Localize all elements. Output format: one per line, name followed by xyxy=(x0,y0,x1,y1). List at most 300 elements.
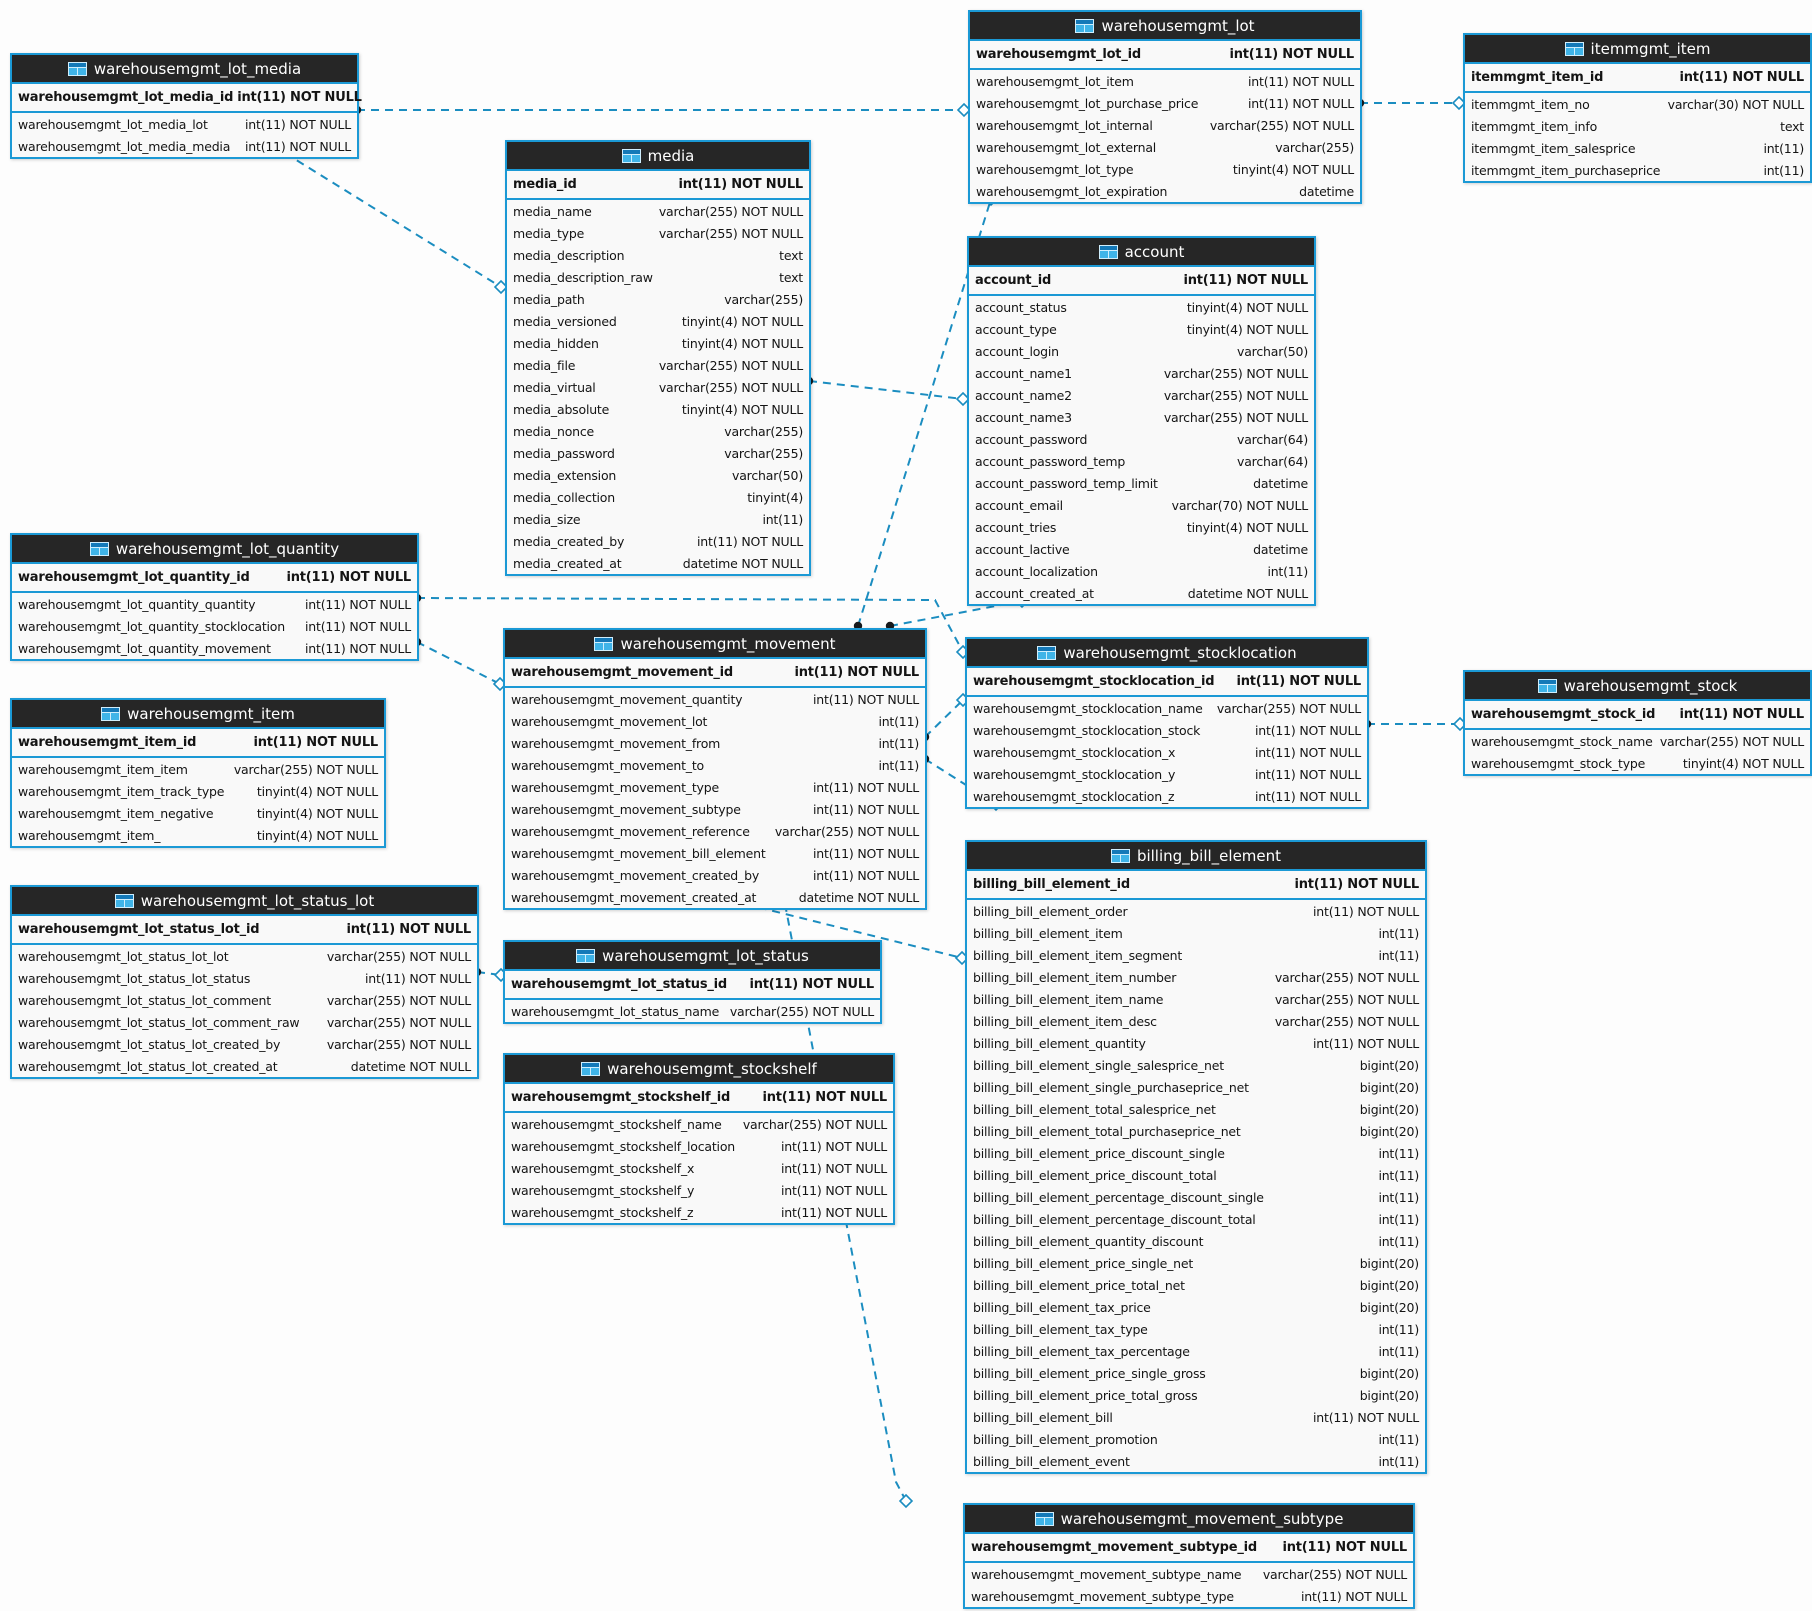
table-header[interactable] xyxy=(505,630,925,659)
column-type: tinyint(4) NOT NULL xyxy=(1186,299,1308,315)
column-row[interactable] xyxy=(965,1563,1413,1585)
column-type: int(11) NOT NULL xyxy=(1229,47,1354,62)
column-type: varchar(64) xyxy=(1237,431,1308,447)
column-name: warehousemgmt_movement_created_at xyxy=(511,889,757,905)
column-name: warehousemgmt_lot_status_id xyxy=(511,977,728,992)
column-row[interactable] xyxy=(12,113,357,135)
column-type: varchar(255) NOT NULL xyxy=(1216,700,1361,716)
column-row[interactable] xyxy=(12,1055,477,1077)
table-itemmgmt_item[interactable] xyxy=(1463,33,1812,183)
column-row[interactable] xyxy=(507,310,809,332)
column-type: int(11) NOT NULL xyxy=(245,138,351,154)
column-type: int(11) xyxy=(1378,1189,1419,1205)
column-name: warehousemgmt_lot_status_lot_created_by xyxy=(18,1036,281,1052)
column-row[interactable] xyxy=(969,296,1314,318)
column-name: billing_bill_element_percentage_discount_total xyxy=(973,1211,1256,1227)
column-row[interactable] xyxy=(505,1201,893,1223)
table-header[interactable] xyxy=(1465,35,1810,64)
column-type: int(11) NOT NULL xyxy=(1313,1035,1419,1051)
column-type: varchar(255) NOT NULL xyxy=(1163,409,1308,425)
column-type: int(11) xyxy=(1378,1343,1419,1359)
table-header[interactable] xyxy=(967,639,1367,668)
column-row-pk[interactable] xyxy=(505,659,925,688)
column-row-pk[interactable] xyxy=(507,171,809,200)
column-row[interactable] xyxy=(505,1113,893,1135)
column-name: warehousemgmt_lot_status_lot_status xyxy=(18,970,251,986)
column-type: tinyint(4) NOT NULL xyxy=(256,827,378,843)
table-grid-icon xyxy=(115,894,134,908)
column-name: warehousemgmt_movement_subtype_name xyxy=(971,1566,1242,1582)
column-row[interactable] xyxy=(12,1033,477,1055)
column-row[interactable] xyxy=(969,406,1314,428)
table-warehousemgmt_lot[interactable] xyxy=(968,10,1362,204)
column-name: billing_bill_element_item_desc xyxy=(973,1013,1157,1029)
column-name: media_extension xyxy=(513,467,617,483)
table-warehousemgmt_movement_subtype[interactable] xyxy=(963,1503,1415,1609)
column-name: media_type xyxy=(513,225,585,241)
column-row[interactable] xyxy=(967,719,1367,741)
column-name: billing_bill_element_percentage_discount_single xyxy=(973,1189,1264,1205)
column-row[interactable] xyxy=(12,945,477,967)
column-row[interactable] xyxy=(507,530,809,552)
column-row[interactable] xyxy=(967,1384,1425,1406)
column-type: varchar(255) NOT NULL xyxy=(774,823,919,839)
column-row-pk[interactable] xyxy=(505,1084,893,1113)
column-row-pk[interactable] xyxy=(12,916,477,945)
table-warehousemgmt_lot_status[interactable] xyxy=(503,940,882,1024)
column-row[interactable] xyxy=(505,710,925,732)
column-row[interactable] xyxy=(12,135,357,157)
column-type: int(11) NOT NULL xyxy=(286,570,411,585)
column-type: int(11) NOT NULL xyxy=(813,801,919,817)
column-type: varchar(255) NOT NULL xyxy=(1274,969,1419,985)
column-name: itemmgmt_item_salesprice xyxy=(1471,140,1636,156)
column-type: int(11) NOT NULL xyxy=(813,779,919,795)
column-name: warehousemgmt_lot_media_media xyxy=(18,138,231,154)
column-type: bigint(20) xyxy=(1359,1277,1419,1293)
column-type: datetime xyxy=(1253,541,1308,557)
column-type: int(11) xyxy=(1378,1211,1419,1227)
column-row[interactable] xyxy=(507,464,809,486)
column-row[interactable] xyxy=(970,70,1360,92)
column-name: warehousemgmt_stockshelf_name xyxy=(511,1116,722,1132)
column-row[interactable] xyxy=(967,1230,1425,1252)
column-type: int(11) NOT NULL xyxy=(253,735,378,750)
column-name: warehousemgmt_lot_quantity_stocklocation xyxy=(18,618,285,634)
column-name: warehousemgmt_stock_name xyxy=(1471,733,1653,749)
table-warehousemgmt_item[interactable] xyxy=(10,698,386,848)
column-row[interactable] xyxy=(967,1428,1425,1450)
column-row[interactable] xyxy=(967,1208,1425,1230)
column-name: warehousemgmt_stocklocation_stock xyxy=(973,722,1201,738)
column-type: int(11) NOT NULL xyxy=(1255,766,1361,782)
column-name: warehousemgmt_stocklocation_z xyxy=(973,788,1175,804)
table-title: account xyxy=(1124,242,1185,261)
column-name: warehousemgmt_stocklocation_y xyxy=(973,766,1176,782)
column-type: tinyint(4) NOT NULL xyxy=(1186,321,1308,337)
table-warehousemgmt_lot_quantity[interactable] xyxy=(10,533,419,661)
column-row[interactable] xyxy=(967,1450,1425,1472)
column-row[interactable] xyxy=(507,266,809,288)
column-row[interactable] xyxy=(967,1318,1425,1340)
table-header[interactable] xyxy=(970,12,1360,41)
column-type: varchar(255) NOT NULL xyxy=(1274,991,1419,1007)
column-row[interactable] xyxy=(967,1164,1425,1186)
column-type: int(11) NOT NULL xyxy=(305,640,411,656)
column-row[interactable] xyxy=(967,1296,1425,1318)
table-title: warehousemgmt_lot_media xyxy=(93,59,302,78)
column-name: warehousemgmt_movement_to xyxy=(511,757,704,773)
column-type: varchar(255) NOT NULL xyxy=(742,1116,887,1132)
column-name: warehousemgmt_stocklocation_name xyxy=(973,700,1203,716)
column-row[interactable] xyxy=(965,1585,1413,1607)
column-row-pk[interactable] xyxy=(969,267,1314,296)
column-name: warehousemgmt_lot_id xyxy=(976,47,1141,62)
column-type: varchar(255) xyxy=(1275,139,1354,155)
column-name: media_size xyxy=(513,511,581,527)
column-row[interactable] xyxy=(969,384,1314,406)
column-name: account_name2 xyxy=(975,387,1072,403)
relationship-media-to-account[interactable] xyxy=(809,381,963,399)
column-type: text xyxy=(779,247,803,263)
column-type: text xyxy=(1780,118,1804,134)
column-row[interactable] xyxy=(12,989,477,1011)
column-row[interactable] xyxy=(1465,93,1810,115)
column-type: varchar(255) NOT NULL xyxy=(326,948,471,964)
column-row[interactable] xyxy=(505,886,925,908)
column-name: warehousemgmt_lot_quantity_movement xyxy=(18,640,271,656)
column-type: tinyint(4) NOT NULL xyxy=(256,805,378,821)
relationship-warehousemgmt_lot_media-to-media[interactable] xyxy=(285,153,501,287)
column-row-pk[interactable] xyxy=(12,84,362,113)
relationship-warehousemgmt_movement-to-warehousemgmt_stocklocation[interactable] xyxy=(925,700,963,737)
column-row[interactable] xyxy=(970,114,1360,136)
column-row[interactable] xyxy=(967,1098,1425,1120)
table-grid-icon xyxy=(576,949,595,963)
column-row[interactable] xyxy=(12,824,384,846)
column-row-pk[interactable] xyxy=(12,564,417,593)
column-row[interactable] xyxy=(12,780,384,802)
column-row[interactable] xyxy=(507,376,809,398)
table-header[interactable] xyxy=(969,238,1314,267)
column-row[interactable] xyxy=(967,1010,1425,1032)
table-header[interactable] xyxy=(1465,672,1810,701)
column-row[interactable] xyxy=(969,516,1314,538)
table-warehousemgmt_stock[interactable] xyxy=(1463,670,1812,776)
table-warehousemgmt_movement[interactable] xyxy=(503,628,927,910)
column-row[interactable] xyxy=(507,354,809,376)
column-name: itemmgmt_item_id xyxy=(1471,70,1604,85)
column-row[interactable] xyxy=(967,1076,1425,1098)
column-type: tinyint(4) NOT NULL xyxy=(1682,755,1804,771)
column-name: account_email xyxy=(975,497,1063,513)
column-row[interactable] xyxy=(505,820,925,842)
column-row[interactable] xyxy=(505,754,925,776)
column-name: warehousemgmt_movement_type xyxy=(511,779,719,795)
column-type: int(11) xyxy=(1378,947,1419,963)
column-row[interactable] xyxy=(969,494,1314,516)
column-name: billing_bill_element_single_purchaseprice_net xyxy=(973,1079,1249,1095)
column-row[interactable] xyxy=(970,136,1360,158)
column-name: warehousemgmt_movement_lot xyxy=(511,713,708,729)
column-row[interactable] xyxy=(967,1252,1425,1274)
column-row[interactable] xyxy=(505,688,925,710)
column-row[interactable] xyxy=(967,785,1367,807)
column-row-pk[interactable] xyxy=(12,729,384,758)
column-name: warehousemgmt_stockshelf_id xyxy=(511,1090,731,1105)
table-title: media xyxy=(647,146,695,165)
column-row[interactable] xyxy=(967,1274,1425,1296)
table-title: warehousemgmt_stocklocation xyxy=(1063,643,1297,662)
column-name: warehousemgmt_item_track_type xyxy=(18,783,225,799)
column-name: account_created_at xyxy=(975,585,1094,601)
column-name: media_created_at xyxy=(513,555,622,571)
column-row[interactable] xyxy=(967,900,1425,922)
column-row[interactable] xyxy=(12,1011,477,1033)
column-name: warehousemgmt_item_item xyxy=(18,761,188,777)
column-name: account_type xyxy=(975,321,1057,337)
column-name: account_login xyxy=(975,343,1059,359)
column-name: warehousemgmt_lot_status_lot_created_at xyxy=(18,1058,278,1074)
column-name: warehousemgmt_lot_media_id xyxy=(18,90,234,105)
column-row[interactable] xyxy=(967,922,1425,944)
column-type: varchar(255) NOT NULL xyxy=(326,1014,471,1030)
table-grid-icon xyxy=(1565,42,1584,56)
column-type: int(11) NOT NULL xyxy=(1282,1540,1407,1555)
column-row[interactable] xyxy=(12,615,417,637)
column-row[interactable] xyxy=(969,428,1314,450)
table-warehousemgmt_stockshelf[interactable] xyxy=(503,1053,895,1225)
column-row[interactable] xyxy=(967,1186,1425,1208)
column-row[interactable] xyxy=(505,1000,880,1022)
column-row[interactable] xyxy=(12,967,477,989)
column-row-pk[interactable] xyxy=(970,41,1360,70)
column-row-pk[interactable] xyxy=(1465,701,1810,730)
column-row[interactable] xyxy=(507,486,809,508)
column-name: media_created_by xyxy=(513,533,625,549)
column-type: varchar(255) NOT NULL xyxy=(1659,733,1804,749)
column-name: media_virtual xyxy=(513,379,596,395)
column-row[interactable] xyxy=(507,508,809,530)
column-row[interactable] xyxy=(967,1340,1425,1362)
column-name: media_path xyxy=(513,291,585,307)
column-name: billing_bill_element_item_number xyxy=(973,969,1177,985)
column-row[interactable] xyxy=(507,332,809,354)
column-row[interactable] xyxy=(1465,159,1810,181)
column-row[interactable] xyxy=(505,1157,893,1179)
column-row[interactable] xyxy=(507,398,809,420)
table-header[interactable] xyxy=(12,535,417,564)
column-row[interactable] xyxy=(1465,730,1810,752)
column-name: billing_bill_element_event xyxy=(973,1453,1130,1469)
column-row[interactable] xyxy=(507,244,809,266)
column-row-pk[interactable] xyxy=(1465,64,1810,93)
column-row-pk[interactable] xyxy=(967,668,1367,697)
column-row[interactable] xyxy=(970,180,1360,202)
column-row[interactable] xyxy=(969,582,1314,604)
column-type: varchar(50) xyxy=(732,467,803,483)
column-type: int(11) NOT NULL xyxy=(1679,70,1804,85)
column-row[interactable] xyxy=(967,1362,1425,1384)
column-row[interactable] xyxy=(507,200,809,222)
table-header[interactable] xyxy=(507,142,809,171)
column-row[interactable] xyxy=(967,1142,1425,1164)
column-name: billing_bill_element_bill xyxy=(973,1409,1113,1425)
column-name: account_id xyxy=(975,273,1052,288)
column-row[interactable] xyxy=(967,1032,1425,1054)
column-row[interactable] xyxy=(967,741,1367,763)
column-type: int(11) xyxy=(1378,1145,1419,1161)
column-row[interactable] xyxy=(1465,752,1810,774)
column-name: media_nonce xyxy=(513,423,595,439)
column-type: varchar(64) xyxy=(1237,453,1308,469)
column-name: billing_bill_element_quantity xyxy=(973,1035,1146,1051)
column-type: int(11) NOT NULL xyxy=(813,867,919,883)
table-header[interactable] xyxy=(505,942,880,971)
table-title: warehousemgmt_movement_subtype xyxy=(1060,1509,1344,1528)
column-row[interactable] xyxy=(505,798,925,820)
column-row[interactable] xyxy=(505,842,925,864)
table-billing_bill_element[interactable] xyxy=(965,840,1427,1474)
column-name: warehousemgmt_lot_status_lot_lot xyxy=(18,948,229,964)
table-header[interactable] xyxy=(12,55,357,84)
column-row[interactable] xyxy=(970,92,1360,114)
column-name: warehousemgmt_lot_item xyxy=(976,73,1134,89)
table-account[interactable] xyxy=(967,236,1316,606)
column-name: warehousemgmt_lot_quantity_quantity xyxy=(18,596,256,612)
column-name: warehousemgmt_lot_expiration xyxy=(976,183,1168,199)
column-row[interactable] xyxy=(967,966,1425,988)
column-type: int(11) NOT NULL xyxy=(1313,903,1419,919)
column-row[interactable] xyxy=(1465,115,1810,137)
column-type: int(11) NOT NULL xyxy=(365,970,471,986)
column-row[interactable] xyxy=(969,340,1314,362)
column-row[interactable] xyxy=(12,758,384,780)
column-row[interactable] xyxy=(507,442,809,464)
column-row[interactable] xyxy=(1465,137,1810,159)
column-type: datetime NOT NULL xyxy=(350,1058,471,1074)
column-name: billing_bill_element_price_discount_total xyxy=(973,1167,1217,1183)
column-row[interactable] xyxy=(967,944,1425,966)
column-name: warehousemgmt_lot_status_name xyxy=(511,1003,720,1019)
relationship-warehousemgmt_lot_quantity-to-warehousemgmt_movement[interactable] xyxy=(417,642,500,684)
column-name: warehousemgmt_item_negative xyxy=(18,805,214,821)
column-name: billing_bill_element_quantity_discount xyxy=(973,1233,1204,1249)
column-row[interactable] xyxy=(507,222,809,244)
column-name: billing_bill_element_promotion xyxy=(973,1431,1158,1447)
table-header[interactable] xyxy=(12,700,384,729)
column-type: varchar(255) xyxy=(724,445,803,461)
column-name: warehousemgmt_movement_created_by xyxy=(511,867,760,883)
column-type: varchar(255) NOT NULL xyxy=(658,357,803,373)
column-type: varchar(255) NOT NULL xyxy=(326,1036,471,1052)
column-type: varchar(255) NOT NULL xyxy=(658,203,803,219)
table-warehousemgmt_lot_status_lot[interactable] xyxy=(10,885,479,1079)
column-row[interactable] xyxy=(970,158,1360,180)
column-row[interactable] xyxy=(505,732,925,754)
table-grid-icon xyxy=(1075,19,1094,33)
column-row[interactable] xyxy=(507,552,809,574)
column-row[interactable] xyxy=(507,288,809,310)
column-row[interactable] xyxy=(967,988,1425,1010)
column-type: int(11) xyxy=(878,713,919,729)
column-type: tinyint(4) NOT NULL xyxy=(681,313,803,329)
column-name: warehousemgmt_lot_quantity_id xyxy=(18,570,250,585)
column-row[interactable] xyxy=(969,362,1314,384)
column-type: int(11) xyxy=(1378,925,1419,941)
column-name: warehousemgmt_movement_reference xyxy=(511,823,750,839)
column-name: warehousemgmt_stockshelf_location xyxy=(511,1138,735,1154)
table-header[interactable] xyxy=(967,842,1425,871)
column-type: varchar(255) NOT NULL xyxy=(1262,1566,1407,1582)
table-header[interactable] xyxy=(505,1055,893,1084)
column-name: warehousemgmt_lot_external xyxy=(976,139,1157,155)
column-row[interactable] xyxy=(505,1135,893,1157)
column-row[interactable] xyxy=(969,450,1314,472)
column-type: varchar(255) NOT NULL xyxy=(658,225,803,241)
table-grid-icon xyxy=(1035,1512,1054,1526)
column-type: int(11) NOT NULL xyxy=(781,1138,887,1154)
column-type: int(11) NOT NULL xyxy=(762,1090,887,1105)
column-row[interactable] xyxy=(505,776,925,798)
column-row[interactable] xyxy=(969,538,1314,560)
column-name: warehousemgmt_stocklocation_id xyxy=(973,674,1215,689)
column-row-pk[interactable] xyxy=(505,971,880,1000)
column-row[interactable] xyxy=(505,864,925,886)
column-type: bigint(20) xyxy=(1359,1057,1419,1073)
table-warehousemgmt_lot_media[interactable] xyxy=(10,53,362,159)
column-row[interactable] xyxy=(12,593,417,615)
column-row[interactable] xyxy=(967,1120,1425,1142)
column-row[interactable] xyxy=(969,560,1314,582)
column-row[interactable] xyxy=(967,697,1367,719)
column-row[interactable] xyxy=(507,420,809,442)
column-name: itemmgmt_item_no xyxy=(1471,96,1590,112)
column-row[interactable] xyxy=(967,1406,1425,1428)
column-type: varchar(255) NOT NULL xyxy=(1163,365,1308,381)
column-name: account_password_temp_limit xyxy=(975,475,1158,491)
column-type: int(11) xyxy=(878,735,919,751)
column-name: account_tries xyxy=(975,519,1057,535)
column-row[interactable] xyxy=(969,318,1314,340)
column-name: warehousemgmt_lot_status_lot_comment xyxy=(18,992,271,1008)
column-row[interactable] xyxy=(505,1179,893,1201)
column-row[interactable] xyxy=(967,1054,1425,1076)
table-warehousemgmt_stocklocation[interactable] xyxy=(965,637,1369,809)
column-row[interactable] xyxy=(967,763,1367,785)
column-type: int(11) NOT NULL xyxy=(678,177,803,192)
table-header[interactable] xyxy=(12,887,477,916)
column-type: int(11) NOT NULL xyxy=(1313,1409,1419,1425)
column-row[interactable] xyxy=(12,637,417,659)
column-row[interactable] xyxy=(969,472,1314,494)
column-type: int(11) NOT NULL xyxy=(697,533,803,549)
column-type: varchar(50) xyxy=(1237,343,1308,359)
column-row-pk[interactable] xyxy=(965,1534,1413,1563)
column-type: int(11) NOT NULL xyxy=(1294,877,1419,892)
column-type: tinyint(4) xyxy=(747,489,803,505)
column-name: warehousemgmt_stock_type xyxy=(1471,755,1646,771)
table-media[interactable] xyxy=(505,140,811,576)
column-row-pk[interactable] xyxy=(967,871,1425,900)
table-header[interactable] xyxy=(965,1505,1413,1534)
column-type: tinyint(4) NOT NULL xyxy=(1186,519,1308,535)
column-name: warehousemgmt_movement_subtype_id xyxy=(971,1540,1257,1555)
column-name: billing_bill_element_item xyxy=(973,925,1123,941)
column-type: datetime NOT NULL xyxy=(798,889,919,905)
column-row[interactable] xyxy=(12,802,384,824)
column-name: billing_bill_element_item_name xyxy=(973,991,1164,1007)
